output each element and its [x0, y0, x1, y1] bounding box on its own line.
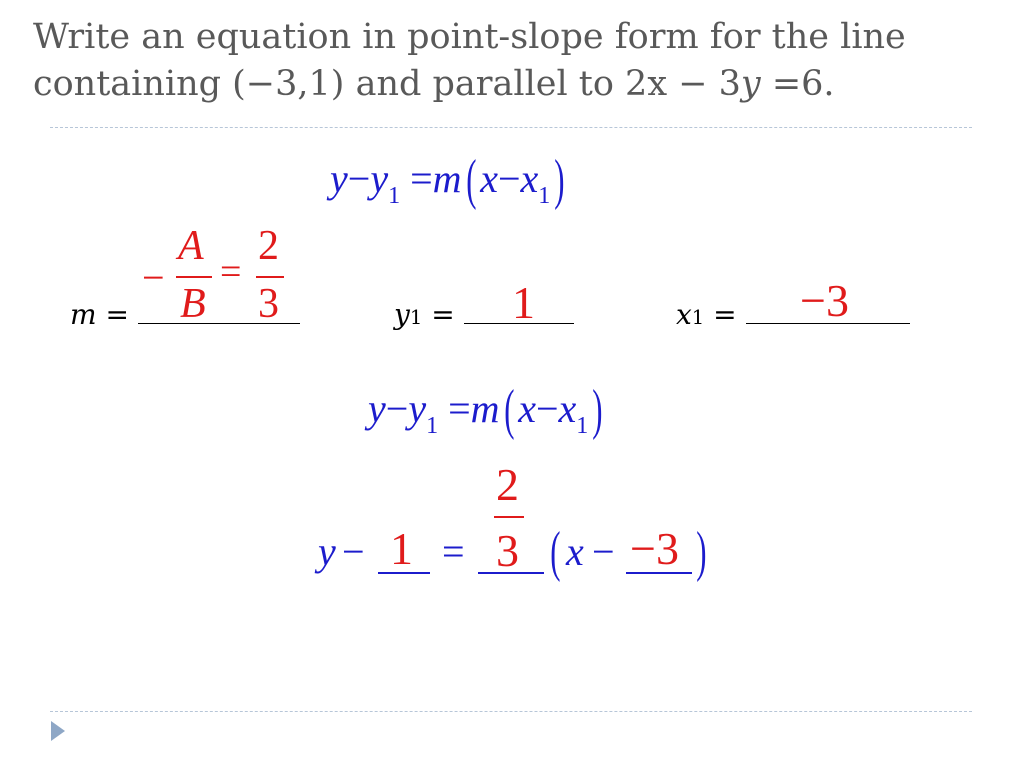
x1-label-eq: =	[704, 298, 737, 331]
slope-AB-bar	[176, 276, 212, 278]
formula-minus: −	[347, 156, 371, 201]
slope-denominator: 3	[258, 281, 279, 327]
result-slope-denominator: 3	[496, 525, 519, 576]
slope-equals: =	[220, 251, 242, 293]
formula2-minus-2: −	[535, 386, 559, 431]
slope-numerator: 2	[258, 223, 279, 269]
formula2-x1: x	[558, 386, 577, 431]
result-minus: −	[342, 529, 365, 574]
bottom-divider	[50, 711, 972, 712]
formula2-x1-sub: 1	[576, 412, 589, 439]
formula-m: m	[432, 156, 462, 201]
formula2-close-paren: )	[592, 379, 603, 441]
result-y-blank	[378, 572, 430, 574]
problem-statement	[33, 14, 1003, 108]
formula2-open-paren: (	[503, 379, 515, 441]
slope-fraction-bar	[256, 276, 284, 278]
formula-open-paren: (	[465, 149, 477, 211]
formula-close-paren: )	[554, 149, 565, 211]
result-slope-bar	[494, 516, 524, 518]
result-open-paren: (	[550, 521, 561, 583]
formula-x: x	[480, 156, 498, 201]
result-minus-2: −	[592, 529, 615, 574]
formula2-minus: −	[385, 386, 409, 431]
formula-x1: x	[520, 156, 539, 201]
y1-field	[394, 298, 574, 331]
m-label: m =	[70, 298, 129, 331]
formula2-y1: y	[408, 386, 427, 431]
problem-line-2-text: containing (−3,1) and parallel to 2x − 3	[33, 64, 741, 104]
point-slope-formula-2	[368, 378, 607, 442]
formula-x1-sub: 1	[538, 182, 551, 209]
slope-B: B	[180, 281, 206, 327]
formula2-y: y	[368, 386, 386, 431]
triangle-right-icon[interactable]	[50, 720, 66, 747]
result-y: y	[318, 529, 336, 574]
formula-y: y	[330, 156, 348, 201]
result-x: x	[566, 529, 584, 574]
result-close-paren: )	[696, 521, 707, 583]
slope-A: A	[178, 223, 204, 269]
problem-line-1: Write an equation in point-slope form for the line	[33, 17, 906, 57]
x1-label: x	[676, 298, 692, 331]
point-slope-formula	[330, 148, 569, 212]
formula2-equals: =	[448, 386, 471, 431]
result-slope-numerator: 2	[496, 459, 519, 510]
x1-label-sub: 1	[691, 306, 705, 329]
problem-line-2-end: =6.	[760, 64, 835, 104]
result-x-blank	[626, 572, 692, 574]
y1-label-eq: =	[422, 298, 455, 331]
formula-y1-sub: 1	[388, 182, 401, 209]
problem-line-2	[33, 61, 1003, 108]
top-divider	[50, 127, 972, 128]
formula-y1: y	[370, 156, 389, 201]
formula2-x: x	[518, 386, 536, 431]
result-equals: =	[442, 529, 465, 574]
x1-field	[676, 298, 910, 331]
formula-minus-2: −	[497, 156, 521, 201]
y1-value: 1	[512, 277, 535, 328]
result-x-value: −3	[630, 523, 679, 574]
result-equation	[318, 456, 718, 586]
formula2-m: m	[470, 386, 500, 431]
m-blank	[138, 323, 300, 324]
result-y-value: 1	[390, 523, 413, 574]
formula-equals: =	[410, 156, 433, 201]
y1-label: y	[394, 298, 410, 331]
m-field	[70, 298, 300, 331]
x1-value: −3	[800, 275, 849, 326]
formula2-y1-sub: 1	[426, 412, 439, 439]
y1-label-sub: 1	[409, 306, 423, 329]
result-m-blank	[478, 572, 544, 574]
slope-neg-sign: −	[142, 255, 165, 300]
problem-line-2-var: y	[740, 64, 761, 104]
triangle-right-icon-svg	[50, 720, 66, 742]
